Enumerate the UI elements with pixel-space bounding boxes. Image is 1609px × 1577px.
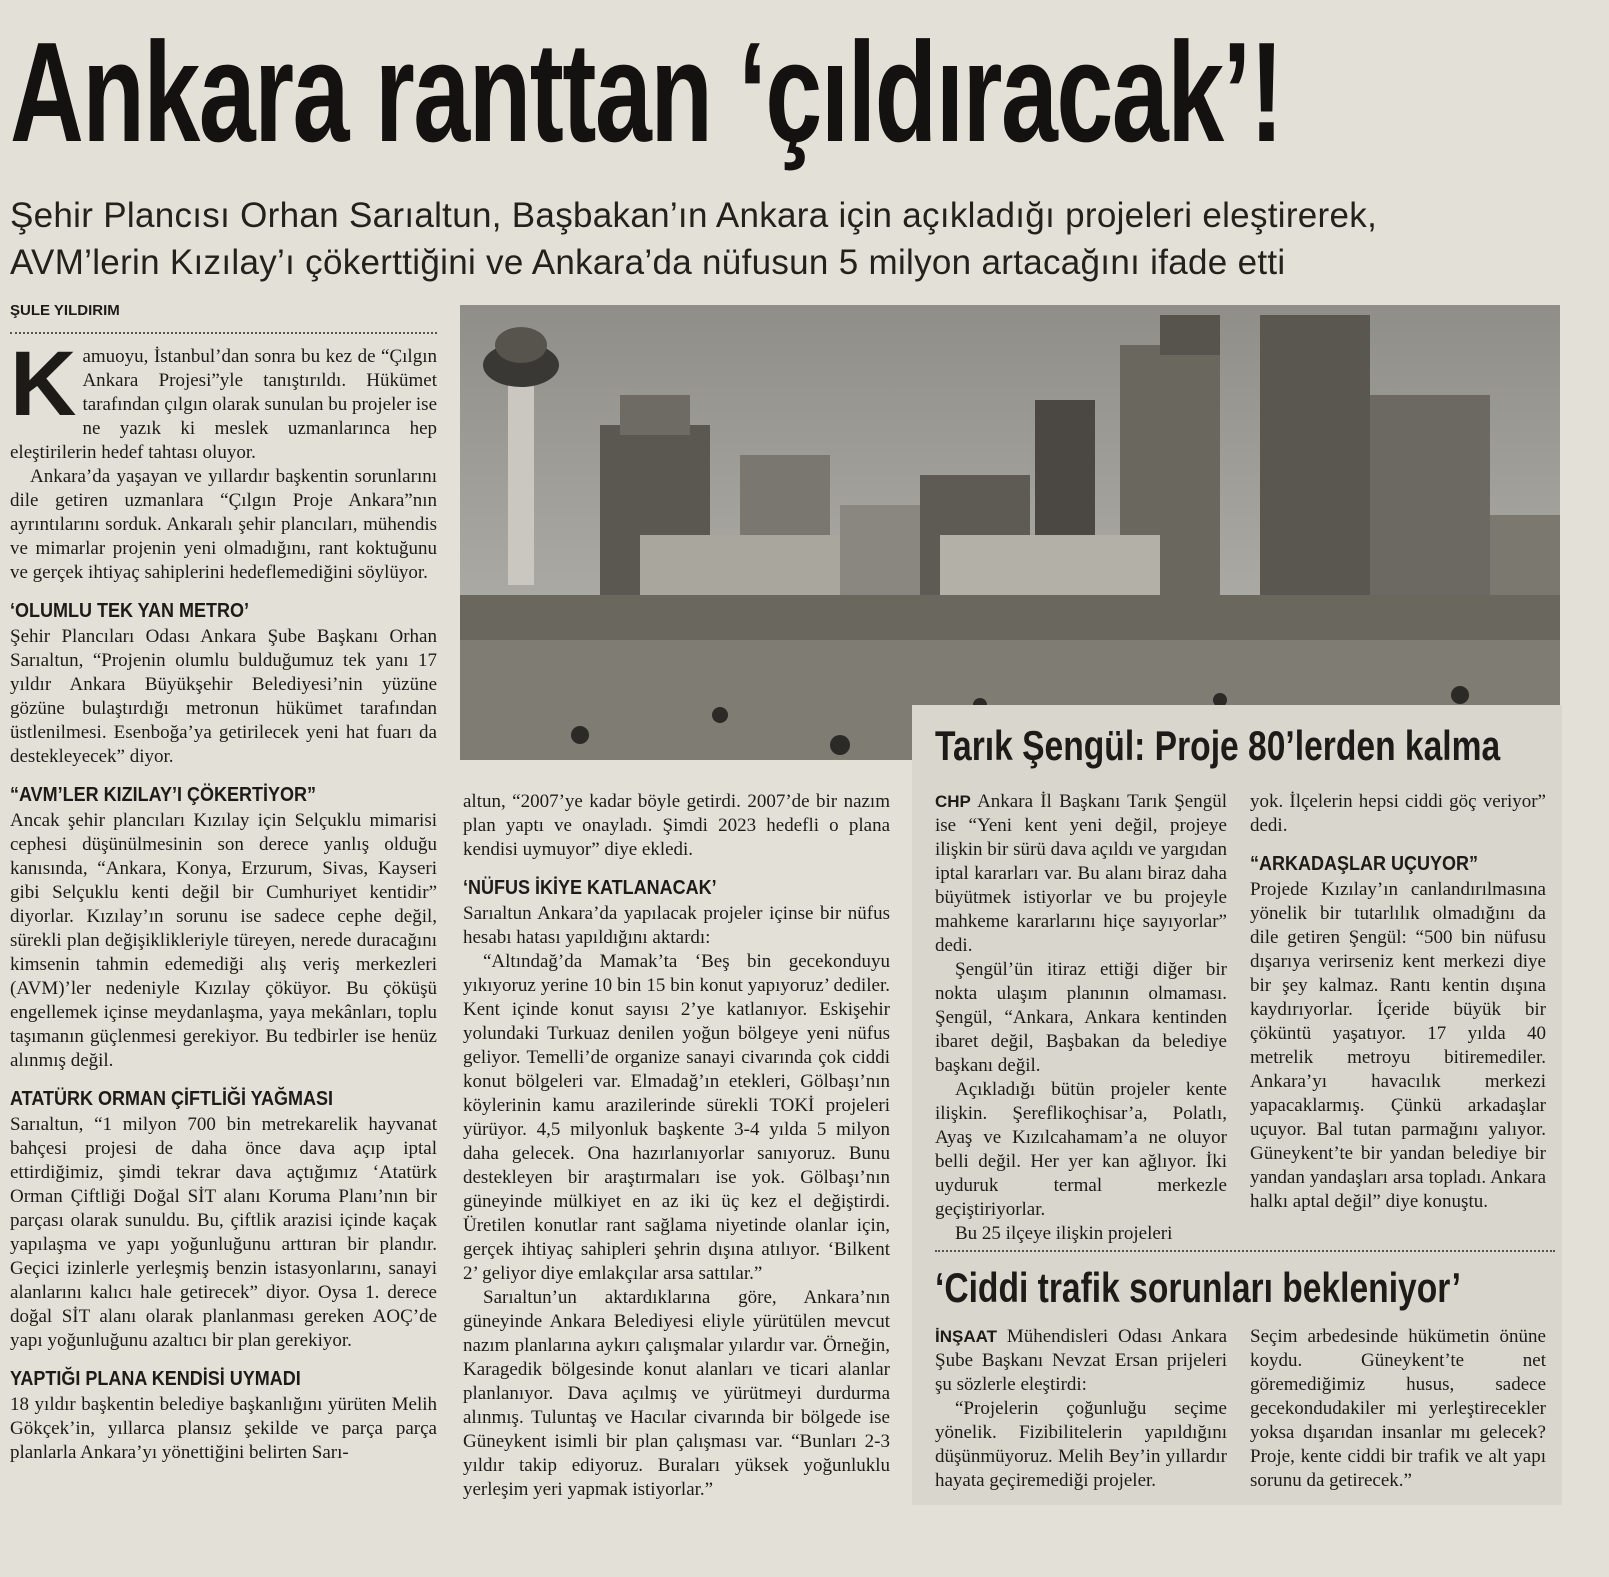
paragraph: Ancak şehir plancıları Kızılay için Selçuklu mimarisi cephesi düşünülmesinin son derece yanlış olduğu kanısında, “Ankara, Konya, Erzurum, Sivas, Kayseri gibi Selçuklu kenti değil bir Cumhuriyet kentidir” diyorlar. Kızılay’ın sorunu ise sadece cephe değil, sürekli plan değişiklikleriyle türeyen, nerede duracağını kimsenin tahmin edemediği alış veriş merkezleri (AVM)’ler nedeniyle Kızılay çöküyor. Bu çöküşü engellemek içinse meydanlaşma, yaya mekânları, toplu taşımanın güçlenmesi gerekiyor. Bu tedbirler ise henüz alınmış değil.	[10, 810, 437, 1071]
box-title: ‘Ciddi trafik sorunları bekleniyor’	[935, 1264, 1461, 1311]
paragraph: Sarıaltun Ankara’da yapılacak projeler içinse bir nüfus hesabı hatası yapıldığını aktardı:	[463, 903, 890, 948]
paragraph: Bu 25 ilçeye ilişkin projeleri	[955, 1223, 1173, 1244]
city-skyline-photo	[460, 305, 1560, 760]
paragraph: Sarıaltun’un aktardıklarına göre, Ankara’nın güneyinde Ankara Belediyesi eliyle yürütülen mevcut nazım planlarına aykırı çalışmalar yılardır var. Örneğin, Karagedik bölgesinde konut alanları ve ticari alanlar planlanıyor. Dava açılmış ve yürütmeyi durdurma alınmış. Tuluntaş ve Hacılar civarında bir bölgede ise Güneykent isimli bir plan çalışması var. “Bunları 2-3 yıldır takip ediyoruz. Buraları yüksek yoğunluklu yerleşim yeri yapmak istiyorlar.”	[463, 1287, 890, 1500]
paragraph	[935, 790, 1227, 958]
subheadline-line: Şehir Plancısı Orhan Sarıaltun, Başbakan’ın Ankara için açıkladığı projeleri eleştirerek,	[10, 196, 1378, 235]
lead-word: CHP	[935, 792, 971, 811]
section-heading: YAPTIĞI PLANA KENDİSİ UYMADI	[10, 1368, 301, 1390]
paragraph-text: Mühendisleri Odası Ankara Şube Başkanı Nevzat Ersan prijeleri şu sözlerle eleştirdi:	[935, 1326, 1227, 1395]
paragraph: altun, “2007’ye kadar böyle getirdi. 2007’de bir nazım plan yaptı ve onayladı. Şimdi 2023 hedefli o plana kendisi uymuyor” diye ekledi.	[463, 791, 890, 860]
paragraph: yok. İlçelerin hepsi ciddi göç veriyor” dedi.	[1250, 791, 1546, 836]
box1-column-b	[1250, 790, 1546, 1214]
paragraph: Açıkladığı bütün projeler kente ilişkin. Şereflikoçhisar’a, Polatlı, Ayaş ve Kızılcahamam’a ne oluyor belli değil. Her yer kan ağlıyor. İki uyduruk termal merkezle geçiştiriyorlar.	[935, 1079, 1227, 1220]
section-heading: ‘OLUMLU TEK YAN METRO’	[10, 600, 250, 622]
box2-column-a	[935, 1325, 1227, 1493]
box2-column-b	[1250, 1325, 1546, 1493]
column-1	[10, 333, 437, 1465]
paragraph: 18 yıldır başkentin belediye başkanlığını yürüten Melih Gökçek’in, yıllarca plansız şekilde ve parça parça planlarla Ankara’yı yönettiğini belirten Sarı-	[10, 1394, 437, 1463]
section-heading: ‘NÜFUS İKİYE KATLANACAK’	[463, 877, 717, 899]
section-heading: “AVM’LER KIZILAY’I ÇÖKERTİYOR”	[10, 784, 317, 806]
paragraph: Şehir Plancıları Odası Ankara Şube Başkanı Orhan Sarıaltun, “Projenin olumlu bulduğumuz tek yanı 17 yıldır Ankara Büyükşehir Belediyesi’nin yüzüne gözüne bulaştırdığı metronun hükümet tarafından üstlenilmesi. Esenboğa’ya getirilecek yeni hat fuarı da destekleyecek” diyor.	[10, 626, 437, 767]
divider	[935, 1250, 1555, 1252]
paragraph: amuoyu, İstanbul’dan sonra bu kez de “Çılgın Ankara Projesi”yle tanıştırıldı. Hükümet tarafından çılgın olarak sunulan bu projeler ise ne yazık ki meslek uzmanlarınca hep eleştirilerin hedef tahtası oluyor.	[10, 346, 437, 463]
paragraph: Ankara’da yaşayan ve yıllardır başkentin sorunlarını dile getiren uzmanlara “Çılgın Proje Ankara”nın ayrıntılarını sorduk. Ankaralı şehir plancıları, mühendis ve mimarlar projenin yeni olmadığını, rant koktuğunu ve gerçek ihtiyaç sahiplerini hedeflemediğini söylüyor.	[10, 466, 437, 583]
paragraph	[935, 1325, 1227, 1397]
paragraph: “Altındağ’da Mamak’ta ‘Beş bin gecekonduyu yıkıyoruz yerine 10 bin 15 bin konut yapıyoruz’ dediler. Kent içinde konut sayısı 2’ye katlanıyor. Eskişehir yolundaki Turkuaz denilen yoğun bölgeye yeni nüfus geliyor. Temelli’de organize sanayi civarında çok ciddi konut bölgeleri var. Elmadağ’ın etekleri, Gölbaşı’nın köylerinin kamu arazilerinde sürekli TOKİ projeleri yürüyor. 4,5 milyonluk başkente 3-4 yılda 5 milyon daha gelecek. Ona hazırlanıyorlar sanıyoruz. Bunu destekleyen bir araştırmaları ise yok. Gölbaşı’nın güneyinde mülkiyet en az iki üç kez el değiştirdi. Üretilen konutlar rant sağlama niyetinde olanlar için, gerçek ihtiyaç sahipleri şehrin dışına atılıyor. ‘Bilkent 2’ geliyor diye emlakçılar arsa sattılar.”	[463, 951, 890, 1284]
column-2	[463, 790, 890, 1502]
paragraph: Şengül’ün itiraz ettiği diğer bir nokta ulaşım planının olmaması. Şengül, “Ankara, Ankara kentinden ibaret değil, Başbakan da belediye başkanı değil.	[935, 959, 1227, 1076]
paragraph: Projede Kızılay’ın canlandırılmasına yönelik bir tutarlılık olmadığını da dile getiren Şengül: “500 bin nüfusu dışarıya verirseniz kent merkezi diye bir şey kalmaz. Rantı kentin dışına kaydırıyorlar. İçeride büyük bir çöküntü yaşatıyor. 17 yılda 40 metrelik metroyu bitiremediler. Ankara’yı havacılık merkezi yapacaklarmış. Çünkü arkadaşlar uçuyor. Bal tutan parmağını yalıyor. Güneykent’te bir yandan belediye bir yandan yandaşları arsa topladı. Ankara halkı aptal değil” diye konuştu.	[1250, 879, 1546, 1212]
subheadline-line: AVM’lerin Kızılay’ı çökerttiğini ve Ankara’da nüfusun 5 milyon artacağını ifade etti	[10, 243, 1286, 282]
section-heading: “ARKADAŞLAR UÇUYOR”	[1250, 853, 1479, 875]
paragraph: Seçim arbedesinde hükümetin önüne koydu. Güneykent’te net göremediğimiz husus, sadece gecekondudakiler mi yerleştirecekler yoksa dışarıdan insanlar mı gelecek? Proje, kente ciddi bir trafik ve alt yapı sorunu da getirecek.”	[1250, 1326, 1546, 1491]
paragraph: “Projelerin çoğunluğu seçime yönelik. Fizibilitelerin yapıldığını düşünmüyoruz. Melih Bey’in yıllardır hayata geçiremediği projeler.	[935, 1398, 1227, 1491]
lead-word: İNŞAAT	[935, 1327, 998, 1346]
drop-cap: K	[10, 333, 77, 435]
headline: Ankara ranttan ‘çıldıracak’!	[10, 13, 1283, 172]
paragraph: Sarıaltun, “1 milyon 700 bin metrekarelik hayvanat bahçesi projesi de daha önce dava açıp iptal ettirdiğimiz, şimdi tekrar dava açtığımız ‘Atatürk Orman Çiftliği Doğal SİT alanı Koruma Planı’nın bir parçası olarak sunuldu. Bu, çiftlik arazisi içinde kaçak yapılaşma ve yapı yoğunluğunu arttıran bir plandır. Geçici izinlerle yerleşmiş benzin istasyonlarını, sanayi alanlarını kalıcı hale getirecek” diyor. Oysa 1. derece doğal SİT alanı olarak planlanması gereken AOÇ’de yapı yoğunluğunu azaltıcı bir plan gerekiyor.	[10, 1114, 437, 1351]
paragraph-text: Ankara İl Başkanı Tarık Şengül ise “Yeni kent yeni değil, projeye ilişkin bir sürü dava açıldı ve yargıdan iptal kararları var. Bu alanı biraz daha büyütmek istiyorlar ve bu projeyle mahkeme kararlarını hiçe sayıyorlar” dedi.	[935, 791, 1227, 956]
box-title: Tarık Şengül: Proje 80’lerden kalma	[935, 722, 1501, 769]
byline: ŞULE YILDIRIM	[10, 302, 120, 319]
section-heading: ATATÜRK ORMAN ÇİFTLİĞİ YAĞMASI	[10, 1088, 334, 1110]
subheadline	[10, 192, 1570, 286]
box1-column-a	[935, 790, 1227, 1246]
